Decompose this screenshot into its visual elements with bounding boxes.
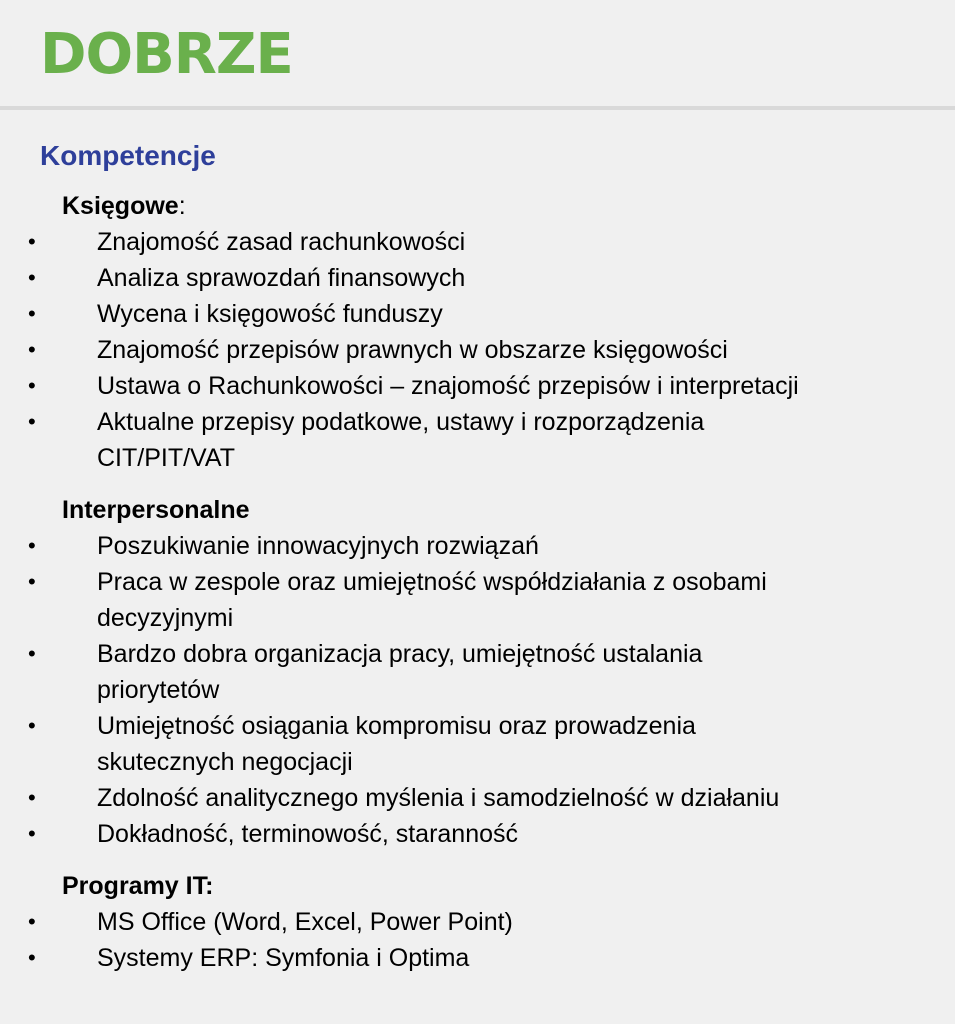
bullet-icon: • xyxy=(28,373,36,398)
bullet-icon: • xyxy=(28,569,36,594)
bullet-icon: • xyxy=(28,945,36,970)
list-item-text: Bardzo dobra organizacja pracy, umiejętność ustalania priorytetów xyxy=(97,640,703,704)
bullet-icon: • xyxy=(28,909,36,934)
bullet-icon: • xyxy=(28,641,36,666)
list-item xyxy=(0,564,955,636)
list-item xyxy=(0,296,955,332)
bullet-list xyxy=(0,224,955,476)
bullet-list xyxy=(0,904,955,976)
group-heading-text: Interpersonalne xyxy=(62,496,250,524)
list-item xyxy=(0,940,955,976)
bullet-icon: • xyxy=(28,265,36,290)
list-item-text: Analiza sprawozdań finansowych xyxy=(97,264,466,292)
list-item-text: Znajomość przepisów prawnych w obszarze księgowości xyxy=(97,336,728,364)
bullet-icon: • xyxy=(28,229,36,254)
list-item-text: Wycena i księgowość funduszy xyxy=(97,300,443,328)
group-heading xyxy=(62,868,955,904)
list-item-text: Umiejętność osiągania kompromisu oraz prowadzenia skutecznych negocjacji xyxy=(97,712,696,776)
list-item xyxy=(0,260,955,296)
group-heading xyxy=(62,188,955,224)
bullet-icon: • xyxy=(28,821,36,846)
group-heading-colon: : xyxy=(178,192,186,220)
list-item xyxy=(0,708,955,780)
list-item xyxy=(0,224,955,260)
group-accounting xyxy=(0,188,955,476)
list-item-text: Zdolność analitycznego myślenia i samodzielność w działaniu xyxy=(97,784,780,812)
list-item-text: Systemy ERP: Symfonia i Optima xyxy=(97,944,470,972)
bullet-icon: • xyxy=(28,533,36,558)
list-item xyxy=(0,816,955,852)
group-interpersonal xyxy=(0,492,955,852)
list-item xyxy=(0,368,955,404)
list-item xyxy=(0,636,955,708)
group-heading xyxy=(62,492,955,528)
bullet-icon: • xyxy=(28,409,36,434)
list-item xyxy=(0,780,955,816)
section-title: Kompetencje xyxy=(40,140,216,171)
list-item xyxy=(0,332,955,368)
bullet-icon: • xyxy=(28,713,36,738)
list-item xyxy=(0,404,955,476)
list-item-text: Praca w zespole oraz umiejętność współdziałania z osobami decyzyjnymi xyxy=(97,568,767,632)
bullet-icon: • xyxy=(28,785,36,810)
list-item xyxy=(0,904,955,940)
list-item-text: Poszukiwanie innowacyjnych rozwiązań xyxy=(97,532,539,560)
list-item-text: Znajomość zasad rachunkowości xyxy=(97,228,466,256)
group-heading-text: Programy IT: xyxy=(62,872,214,900)
list-item-text: Aktualne przepisy podatkowe, ustawy i rozporządzenia CIT/PIT/VAT xyxy=(97,408,705,472)
competencies-content xyxy=(0,188,955,976)
list-item-text: MS Office (Word, Excel, Power Point) xyxy=(97,908,513,936)
group-it-programs xyxy=(0,868,955,976)
list-item-text: Dokładność, terminowość, staranność xyxy=(97,820,519,848)
bullet-icon: • xyxy=(28,301,36,326)
header xyxy=(0,0,955,110)
bullet-icon: • xyxy=(28,337,36,362)
group-heading-text: Księgowe xyxy=(62,192,179,220)
bullet-list xyxy=(0,528,955,852)
list-item xyxy=(0,528,955,564)
page-title: DOBRZE xyxy=(40,22,293,87)
list-item-text: Ustawa o Rachunkowości – znajomość przepisów i interpretacji xyxy=(97,372,799,400)
